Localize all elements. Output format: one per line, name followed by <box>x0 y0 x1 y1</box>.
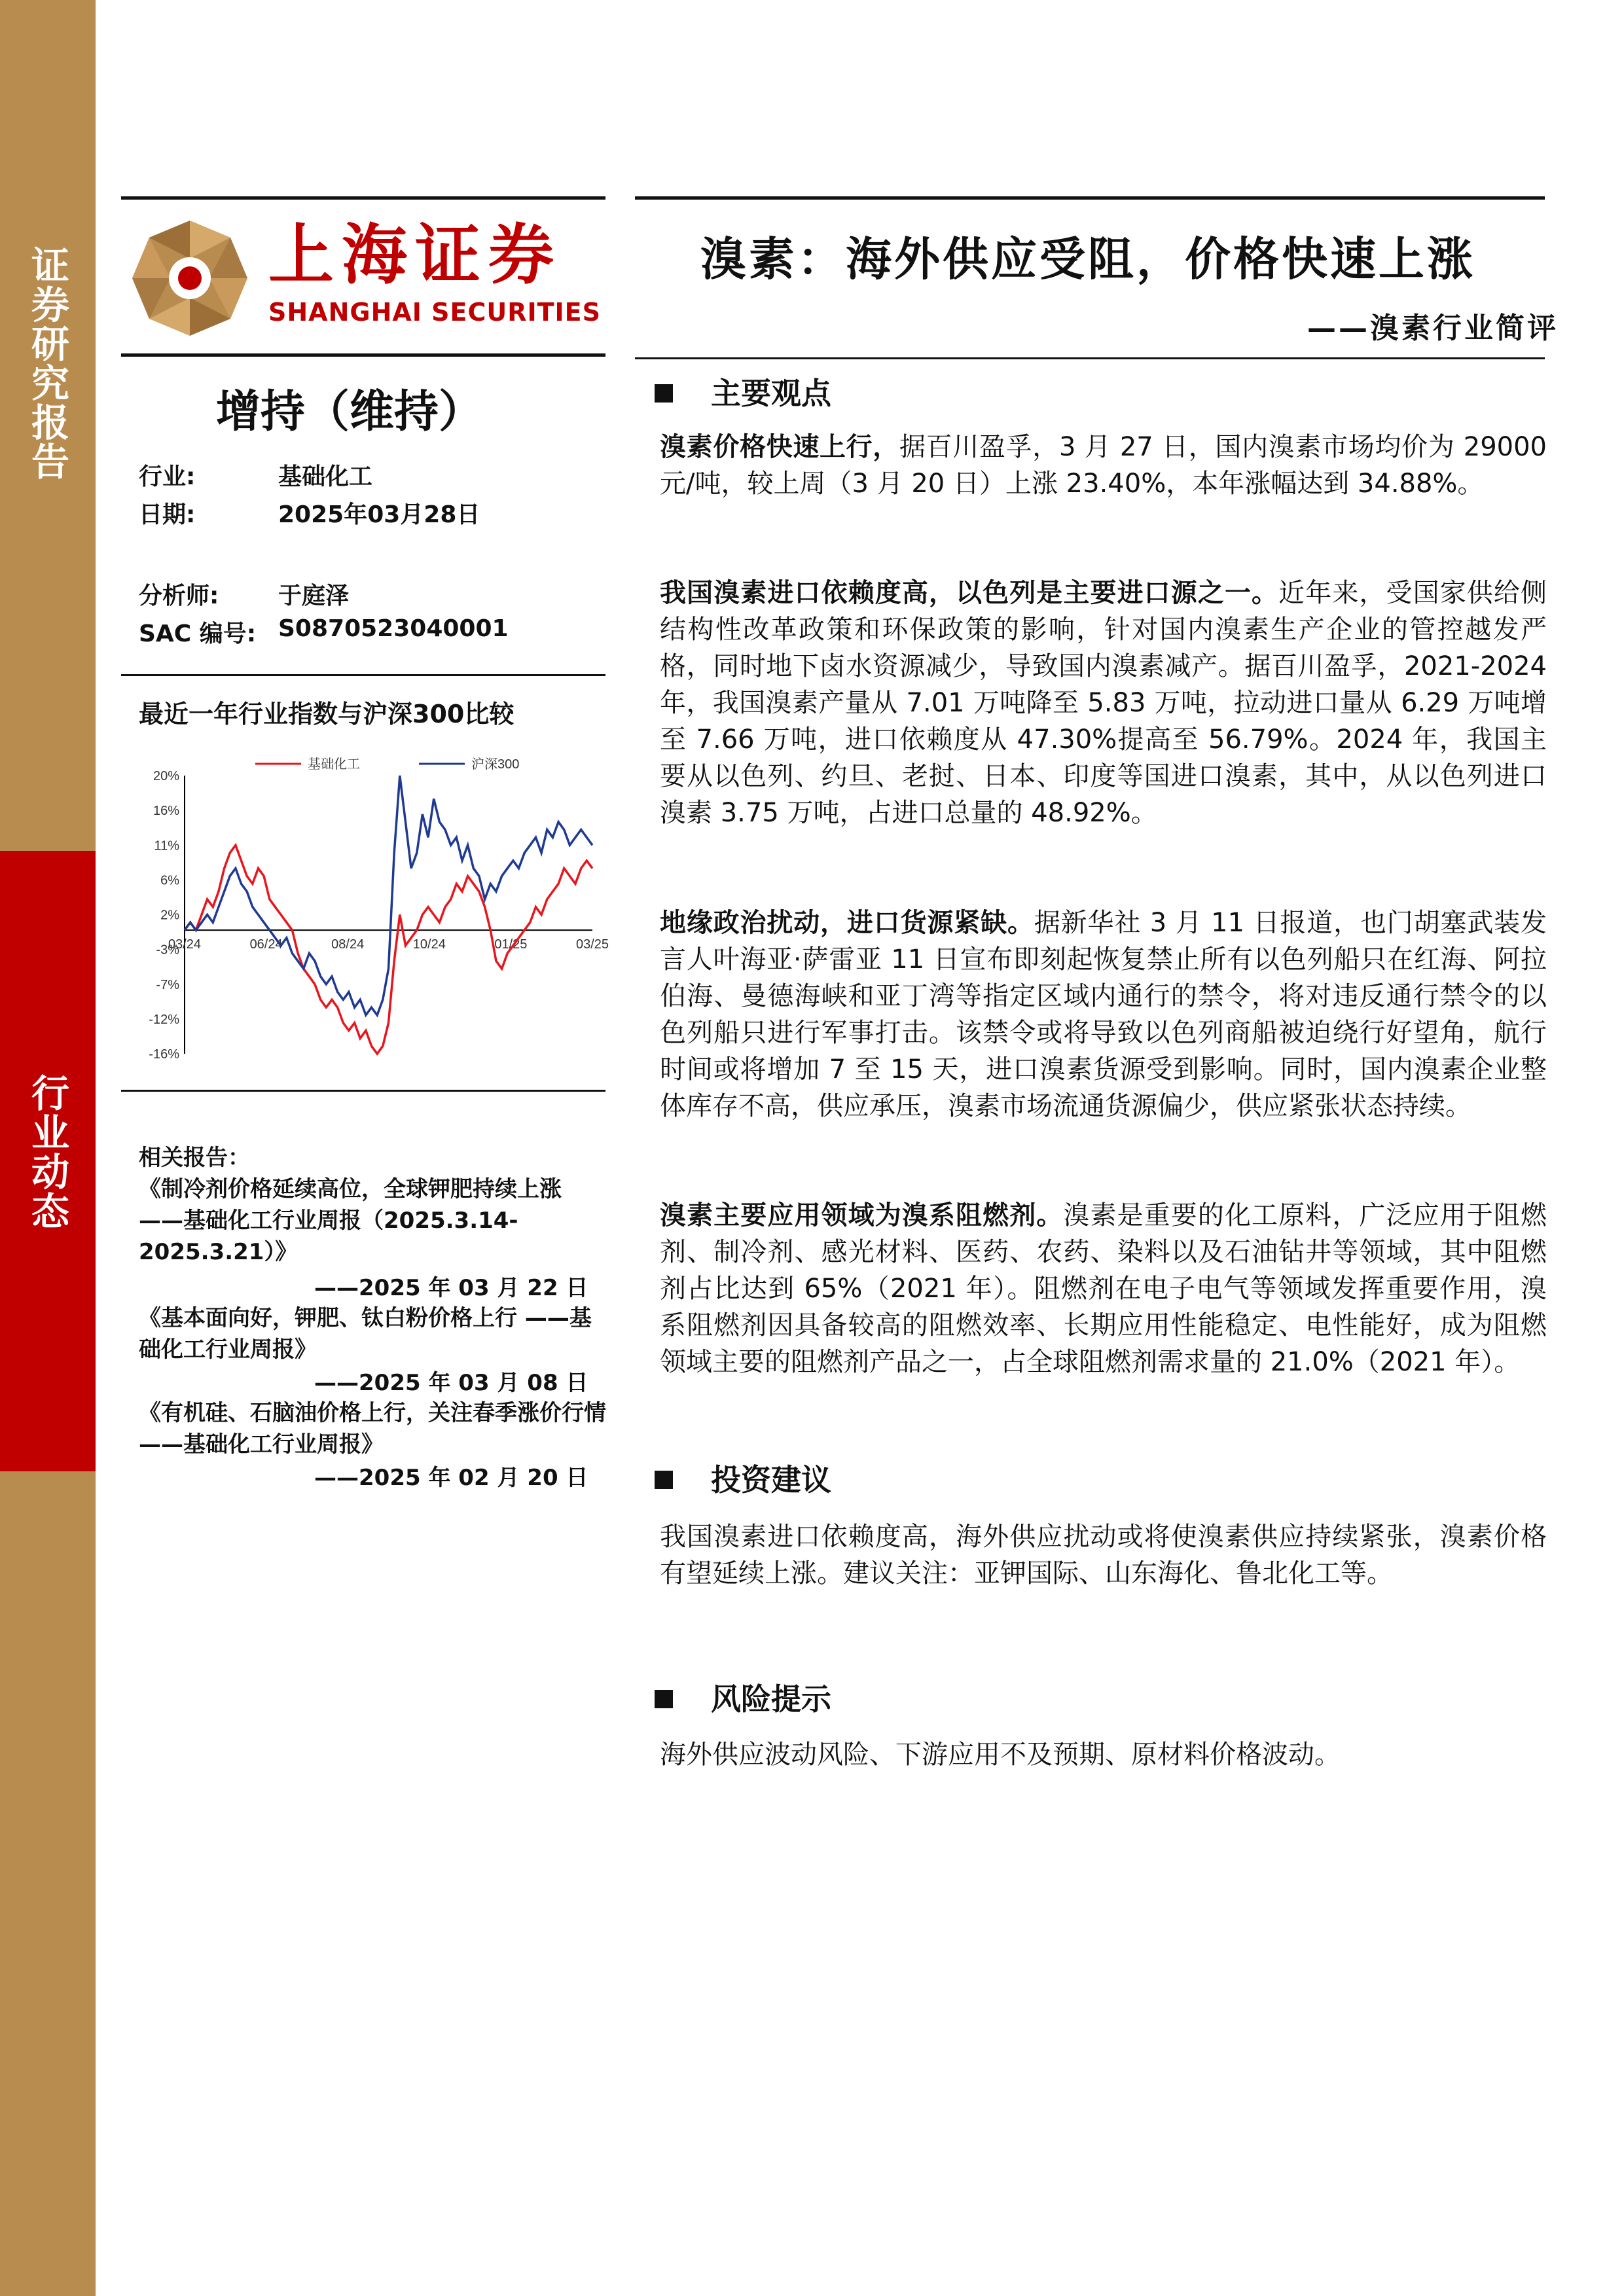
related-report-1[interactable]: 《制冷剂价格延续高位，全球钾肥持续上涨 ——基础化工行业周报（2025.3.14-2025.3.21）》 <box>139 1176 562 1265</box>
analyst-label: 分析师: <box>139 583 219 609</box>
chart-y-tick-label: -7% <box>156 977 179 992</box>
section-bullet-icon <box>655 384 673 403</box>
paragraph-body: 近年来，受国家供给侧结构性改革政策和环保政策的影响，针对国内溴素生产企业的管控越发严格，同时地下卤水资源减少，导致国内溴素减产。据百川盈孚，2021-2024 年，我国溴素产量从 7.01 万吨降至 5.83 万吨，拉动进口量从 6.29 万吨增至 7.66 万吨，进口依赖度从 47.30%提高至 56.79%。2024 年，我国主要从以色列、约旦、老挝、日本、印度等国进口溴素，其中，从以色列进口溴素 3.75 万吨，占进口总量的 48.92%。 <box>660 578 1547 828</box>
paragraph-invest: 我国溴素进口依赖度高，海外供应扰动或将使溴素供应持续紧张，溴素价格有望延续上涨。建议关注：亚钾国际、山东海化、鲁北化工等。 <box>660 1522 1547 1588</box>
industry-label: 行业: <box>139 463 196 490</box>
paragraph-body: 溴素是重要的化工原料，广泛应用于阻燃剂、制冷剂、感光材料、医药、农药、染料以及石油钻井等领域，其中阻燃剂占比达到 65%（2021 年）。阻燃剂在电子电气等领域发挥重要作用，溴系阻燃剂因具备较高的阻燃效率、长期应用性能稳定、电性能好，成为阻燃领域主要的阻燃剂产品之一，占全球阻燃剂需求量的 21.0%（2021 年）。 <box>660 1200 1547 1377</box>
chart-y-tick-label: -12% <box>149 1012 179 1027</box>
chart-y-tick-label: 16% <box>153 804 179 819</box>
left-top-rule <box>121 196 605 200</box>
report-title: 溴素：海外供应受阻，价格快速上涨 <box>700 232 1475 286</box>
related-report-1-date: ——2025 年 03 月 22 日 <box>314 1275 588 1301</box>
section-heading-text: 风险提示 <box>711 1681 831 1717</box>
paragraph-lead: 溴素价格快速上行， <box>660 432 899 462</box>
related-report-3[interactable]: 《有机硅、石脑油价格上行，关注春季涨价行情 ——基础化工行业周报》 <box>139 1400 606 1458</box>
related-report-2[interactable]: 《基本面向好，钾肥、钛白粉价格上行 ——基础化工行业周报》 <box>139 1305 592 1363</box>
chart-x-tick-label: 01/25 <box>494 937 528 952</box>
logo-mark-icon <box>131 219 249 337</box>
chart-title: 最近一年行业指数与沪深300比较 <box>139 700 514 728</box>
paragraph-body: 据百川盈孚，3 月 27 日，国内溴素市场均价为 29000 元/吨，较上周（3 月 20 日）上涨 23.40%，本年涨幅达到 34.88%。 <box>660 432 1547 499</box>
left-logo-rule <box>121 353 605 357</box>
paragraph-price <box>660 429 1547 502</box>
chart-y-tick-label: 2% <box>160 908 179 923</box>
section-heading-invest <box>655 1456 831 1499</box>
sidebar-label-report: 证券研究报告 <box>25 245 69 481</box>
index-comparison-chart <box>131 749 609 1070</box>
chart-x-tick-label: 03/25 <box>575 937 609 952</box>
section-heading-text: 主要观点 <box>711 376 831 411</box>
paragraph-geopolitics <box>660 905 1547 1124</box>
related-heading: 相关报告： <box>139 1145 250 1171</box>
section-bullet-icon <box>655 1471 673 1489</box>
logo-text-cn: 上海证券 <box>268 217 562 293</box>
industry-value: 基础化工 <box>278 463 373 490</box>
chart-y-tick-label: 11% <box>154 838 179 853</box>
chart-x-tick-label: 06/24 <box>249 937 283 952</box>
paragraph-import <box>660 575 1547 831</box>
paragraph-lead: 地缘政治扰动，进口货源紧缺。 <box>660 908 1034 938</box>
sidebar <box>0 0 96 2296</box>
right-top-rule <box>635 196 1545 200</box>
chart-legend-label: 基础化工 <box>308 757 360 772</box>
chart-y-tick-label: 6% <box>160 873 179 888</box>
related-report-2-date: ——2025 年 03 月 08 日 <box>314 1370 588 1396</box>
chart-legend-label: 沪深300 <box>471 757 520 772</box>
chart-x-tick-label: 08/24 <box>331 937 365 952</box>
chart-y-tick-label: -16% <box>149 1047 179 1062</box>
paragraph-application <box>660 1197 1547 1380</box>
report-subtitle: ——溴素行业简评 <box>1307 312 1559 345</box>
section-bullet-icon <box>655 1690 673 1708</box>
chart-x-tick-label: 03/24 <box>168 937 202 952</box>
logo-text-en: SHANGHAI SECURITIES <box>268 298 602 327</box>
sac-label: SAC 编号: <box>139 620 257 647</box>
section-heading-text: 投资建议 <box>711 1462 831 1498</box>
analyst-value: 于庭泽 <box>278 583 350 609</box>
chart-container <box>131 749 609 1070</box>
chart-y-tick-label: 20% <box>153 769 179 783</box>
sac-value: S0870523040001 <box>278 615 509 642</box>
rating: 增持（维持） <box>216 386 484 438</box>
right-subtitle-rule <box>635 357 1545 359</box>
paragraph-body: 据新华社 3 月 11 日报道，也门胡塞武装发言人叶海亚·萨雷亚 11 日宣布即刻起恢复禁止所有以色列船只在红海、阿拉伯海、曼德海峡和亚丁湾等指定区域内通行的禁令，将对违反通行禁令的以色列船只进行军事打击。该禁令或将导致以色列商船被迫绕行好望角，航行时间或将增加 7 至 15 天，进口溴素货源受到影响。同时，国内溴素企业整体库存不高，供应承压，溴素市场流通货源偏少，供应紧张状态持续。 <box>660 908 1547 1121</box>
paragraph-lead: 溴素主要应用领域为溴系阻燃剂。 <box>660 1200 1064 1230</box>
date-label: 日期: <box>139 501 196 528</box>
date-value: 2025年03月28日 <box>278 501 480 528</box>
sidebar-label-category: 行业动态 <box>25 1073 69 1230</box>
info-rule <box>121 674 605 676</box>
paragraph-lead: 我国溴素进口依赖度高，以色列是主要进口源之一。 <box>660 578 1279 608</box>
chart-series-line-2 <box>185 776 592 1015</box>
section-heading-views <box>655 370 831 413</box>
related-report-3-date: ——2025 年 02 月 20 日 <box>314 1465 588 1491</box>
chart-y-tick-label: -3% <box>156 942 179 958</box>
paragraph-risk: 海外供应波动风险、下游应用不及预期、原材料价格波动。 <box>660 1740 1341 1770</box>
chart-x-tick-label: 10/24 <box>412 937 446 952</box>
section-heading-risk <box>655 1676 831 1719</box>
chart-rule <box>121 1090 605 1092</box>
